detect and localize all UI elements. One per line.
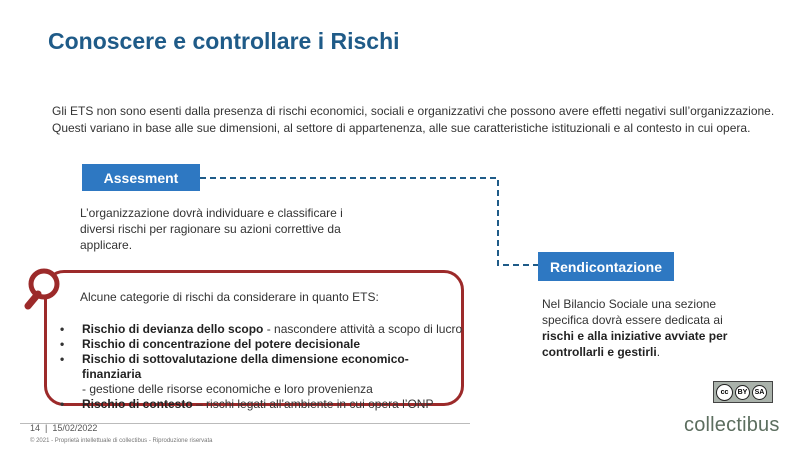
bullet: • (60, 337, 65, 351)
list-item: • Rischio di devianza dello scopo - nascondere attività a scopo di lucro (60, 322, 463, 336)
assesment-label: Assesment (82, 164, 200, 191)
cc-icon: cc (716, 384, 733, 401)
list-item: • Rischio di sottovalutazione della dimensione economico-finanziaria - gestione delle risorse economiche e loro provenienza (58, 352, 468, 397)
creative-commons-icon (713, 381, 773, 403)
rendicontazione-label: Rendicontazione (538, 252, 674, 281)
by-icon: BY (735, 385, 750, 400)
magnifier-icon (22, 266, 66, 310)
collectibus-logo: collectibus (684, 414, 780, 436)
bullet: • (60, 397, 65, 411)
assesment-text: L’organizzazione dovrà individuare e classificare i diversi rischi per ragionare su azioni correttive da applicare. (80, 206, 343, 252)
intro-line-1: Gli ETS non sono esenti dalla presenza di rischi economici, sociali e organizzativi che possono avere effetti negativi sull’organizzazione. (52, 104, 775, 118)
risk-intro: Alcune categorie di rischi da considerare in quanto ETS: (80, 290, 379, 304)
risk-list (58, 322, 468, 412)
sa-icon: SA (752, 385, 767, 400)
intro-line-2: Questi variano in base alle sue dimensioni, al settore di appartenenza, alle sue caratteristiche istituzionali e al contesto in cui opera. (52, 121, 751, 135)
intro-paragraph (52, 103, 782, 137)
list-item-sub: - gestione delle risorse economiche e loro provenienza (82, 382, 373, 396)
page-title: Conoscere e controllare i Rischi (48, 28, 400, 54)
list-item: • Rischio di concentrazione del potere decisionale (60, 337, 361, 351)
bullet: • (60, 352, 65, 366)
list-item: • Rischio di contesto – rischi legati all’ambiente in cui opera l’ONP (60, 397, 434, 411)
rendicontazione-text: Nel Bilancio Sociale una sezione specifica dovrà essere dedicata ai rischi e alla iniziative avviate per controllarli e gestirli. (542, 297, 728, 359)
page-number: 14 | 15/02/2022 (30, 423, 98, 433)
bullet: • (60, 322, 65, 336)
copyright-notice: © 2021 - Proprietà intellettuale di collectibus - Riproduzione riservata (30, 438, 213, 444)
